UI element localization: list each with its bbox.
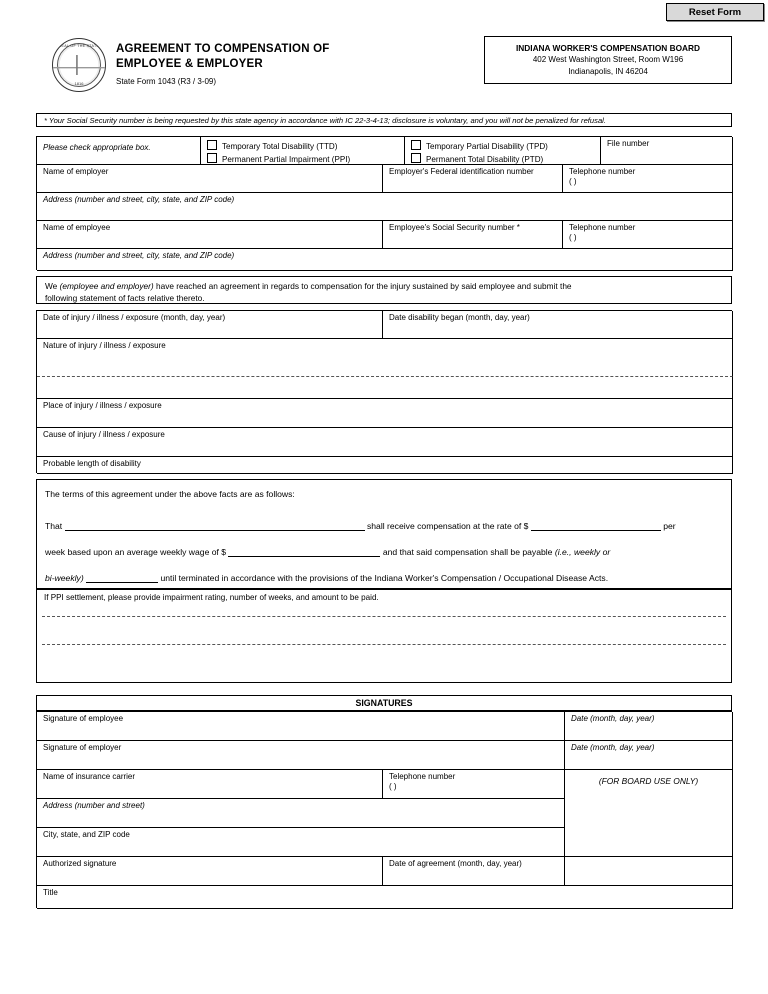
tpd-label: Temporary Partial Disability (TPD) [426,142,548,151]
state-seal-icon [52,38,106,92]
employee-name-label: Name of employee [43,223,111,232]
date-employee-field[interactable] [565,712,733,741]
ppi-dashed-line-1 [42,616,726,617]
employee-address-field[interactable] [37,249,733,271]
employer-fein-label: Employer's Federal identification number [389,167,534,176]
terms-per-label: per [663,521,676,531]
carrier-city-label: City, state, and ZIP code [43,830,130,839]
ppi-settlement-section[interactable] [36,589,732,683]
signature-employer-label: Signature of employer [43,743,122,752]
statement-line-1: We (employee and employer) have reached an agreement in regards to compensation for the injury sustained by said employee and submit the [45,281,572,291]
nature-of-injury-field[interactable] [37,339,733,377]
signatures-section [36,711,732,908]
employer-address-field[interactable] [37,193,733,221]
date-employer-label: Date (month, day, year) [571,743,655,752]
cause-of-injury-label: Cause of injury / illness / exposure [43,430,165,439]
ttd-checkbox[interactable] [207,140,217,150]
terms-payable-label: and that said compensation shall be payable [382,547,553,557]
authorized-signature-label: Authorized signature [43,859,117,868]
employee-phone-paren: ( ) [569,233,577,242]
terms-until-label: until terminated in accordance with the provisions of the Indiana Worker's Compensation / Occupational Disease Acts. [160,573,609,583]
ppi-label: Permanent Partial Impairment (PPI) [222,155,351,164]
ppi-checkbox[interactable] [207,153,217,163]
title-block [116,42,329,86]
carrier-phone-field[interactable] [383,770,565,799]
title-field[interactable] [37,886,733,909]
checkbox-instruction-cell [37,137,201,165]
probable-length-label: Probable length of disability [43,459,141,468]
employee-phone-field[interactable] [563,221,733,249]
employee-phone-label: Telephone number [569,223,636,232]
terms-heading: The terms of this agreement under the above facts are as follows: [45,489,295,499]
terms-line-2 [45,546,610,557]
carrier-phone-paren: ( ) [389,782,397,791]
board-use-spacer [565,857,733,886]
ssn-disclosure-notice: * Your Social Security number is being requested by this state agency in accordance with IC 22-3-4-13; disclosure is voluntary, and you will not be penalized for refusal. [36,113,732,127]
date-employee-label: Date (month, day, year) [571,714,655,723]
date-disability-began-field[interactable] [383,311,733,339]
employer-name-label: Name of employer [43,167,109,176]
employee-name-field[interactable] [37,221,383,249]
terms-ie-label: (i.e., weekly or [554,547,611,557]
employee-address-label: Address (number and street, city, state, and ZIP code) [43,251,235,260]
date-of-agreement-field[interactable] [383,857,565,886]
board-address-box [484,36,732,84]
employee-ssn-label: Employee's Social Security number * [389,223,520,232]
employer-name-field[interactable] [37,165,383,193]
cause-of-injury-field[interactable] [37,428,733,457]
terms-rate-label: shall receive compensation at the rate of $ [366,521,529,531]
probable-length-field[interactable] [37,457,733,474]
terms-line-3 [45,572,608,583]
ttd-label: Temporary Total Disability (TTD) [222,142,338,151]
form-title-line2: EMPLOYEE & EMPLOYER [116,58,263,70]
signature-employee-field[interactable] [37,712,565,741]
terms-blank-4[interactable] [86,572,158,583]
place-of-injury-label: Place of injury / illness / exposure [43,401,162,410]
employer-phone-field[interactable] [563,165,733,193]
terms-blank-3[interactable] [228,546,380,557]
terms-section [36,479,732,589]
date-of-injury-field[interactable] [37,311,383,339]
ppi-instruction: If PPI settlement, please provide impairment rating, number of weeks, and amount to be paid. [44,593,379,602]
authorized-signature-field[interactable] [37,857,383,886]
agreement-statement [36,276,732,304]
terms-that-label: That [45,521,63,531]
checkbox-group-left [201,137,405,165]
board-name: INDIANA WORKER'S COMPENSATION BOARD [515,43,701,53]
carrier-address-label: Address (number and street) [43,801,145,810]
title-label: Title [43,888,58,897]
carrier-city-field[interactable] [37,828,565,857]
file-number-field[interactable] [601,137,733,165]
checkbox-group-right [405,137,601,165]
employer-fein-field[interactable] [383,165,563,193]
nature-of-injury-continuation[interactable] [37,377,733,399]
signature-employee-label: Signature of employee [43,714,124,723]
signature-employer-field[interactable] [37,741,565,770]
employer-phone-label: Telephone number [569,167,636,176]
carrier-address-field[interactable] [37,799,565,828]
ppi-dashed-line-2 [42,644,726,645]
form-number: State Form 1043 (R3 / 3-09) [116,77,217,86]
seal-top-text: SEAL OF THE STATE [58,44,100,48]
ptd-checkbox[interactable] [411,153,421,163]
reset-form-button[interactable]: Reset Form [666,3,764,21]
board-use-only-box [565,770,733,857]
terms-blank-2[interactable] [531,520,661,531]
terms-biweekly-label: bi-weekly) [45,573,84,583]
statement-line-2: following statement of facts relative thereto. [45,292,205,303]
tpd-checkbox[interactable] [411,140,421,150]
carrier-phone-label: Telephone number [389,772,456,781]
board-address-line1: 402 West Washington Street, Room W196 [532,55,684,64]
employer-address-label: Address (number and street, city, state, and ZIP code) [43,195,235,204]
injury-details-section [36,310,732,473]
seal-bottom-text: 1816 [74,81,84,86]
date-of-injury-label: Date of injury / illness / exposure (month, day, year) [43,313,226,322]
board-use-only-label: (FOR BOARD USE ONLY) [598,776,699,786]
checkbox-row-ttd[interactable] [207,140,398,153]
terms-blank-1[interactable] [65,520,365,531]
terms-wage-label: week based upon an average weekly wage of $ [45,547,227,557]
checkbox-instruction: Please check appropriate box. [43,143,151,152]
date-employer-field[interactable] [565,741,733,770]
place-of-injury-field[interactable] [37,399,733,428]
signatures-heading: SIGNATURES [36,695,732,711]
ptd-label: Permanent Total Disability (PTD) [426,155,544,164]
identification-section [36,136,732,270]
date-disability-began-label: Date disability began (month, day, year) [389,313,530,322]
date-of-agreement-label: Date of agreement (month, day, year) [389,859,522,868]
employee-ssn-field[interactable] [383,221,563,249]
carrier-name-field[interactable] [37,770,383,799]
terms-line-1 [45,520,676,531]
file-number-label: File number [607,139,650,148]
form-header [36,36,732,96]
board-address-line2: Indianapolis, IN 46204 [568,67,648,76]
employer-phone-paren: ( ) [569,177,577,186]
carrier-name-label: Name of insurance carrier [43,772,136,781]
checkbox-row-tpd[interactable] [411,140,594,153]
nature-of-injury-label: Nature of injury / illness / exposure [43,341,166,350]
form-title-line1: AGREEMENT TO COMPENSATION OF [116,43,330,55]
